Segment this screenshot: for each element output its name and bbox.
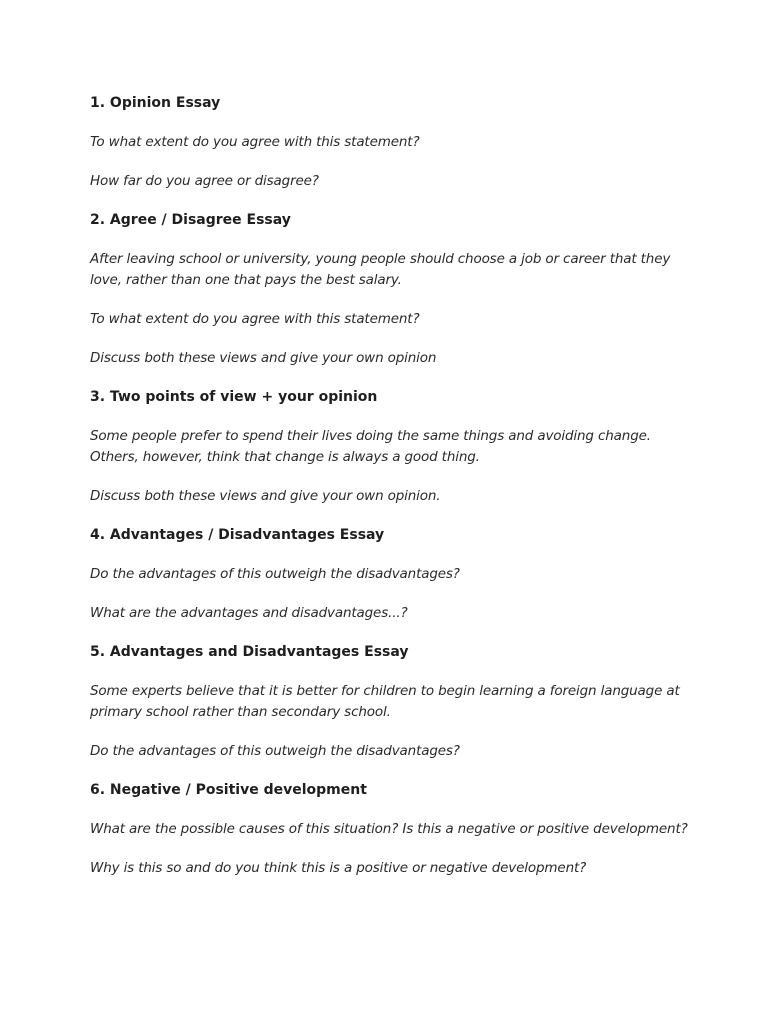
- prompt-text: Some experts believe that it is better for children to begin learning a foreign language at primary school rather than secondary school.: [90, 683, 680, 720]
- prompt-text: What are the advantages and disadvantages...?: [90, 605, 408, 621]
- section-heading: 6. Negative / Positive development: [90, 782, 367, 798]
- prompt-text: After leaving school or university, young people should choose a job or career that they love, rather than one that pays the best salary.: [90, 251, 671, 288]
- section-advantages-disadvantages-essay: [90, 525, 690, 624]
- document-page: [90, 93, 690, 897]
- prompt-text: Some people prefer to spend their lives doing the same things and avoiding change. Others, however, think that change is always a good thing.: [90, 428, 651, 465]
- section-two-points-of-view: [90, 387, 690, 507]
- prompt-text: Do the advantages of this outweigh the disadvantages?: [90, 566, 460, 582]
- prompt-text: Do the advantages of this outweigh the disadvantages?: [90, 743, 460, 759]
- section-negative-positive-development: [90, 780, 690, 879]
- prompt-text: Why is this so and do you think this is a positive or negative development?: [90, 860, 587, 876]
- prompt-text: Discuss both these views and give your own opinion.: [90, 488, 441, 504]
- section-heading: 2. Agree / Disagree Essay: [90, 212, 291, 228]
- section-heading: 4. Advantages / Disadvantages Essay: [90, 527, 385, 543]
- section-heading: 1. Opinion Essay: [90, 95, 221, 111]
- prompt-text: How far do you agree or disagree?: [90, 173, 319, 189]
- section-heading: 5. Advantages and Disadvantages Essay: [90, 644, 409, 660]
- prompt-text: What are the possible causes of this situation? Is this a negative or positive development?: [90, 821, 688, 837]
- section-opinion-essay: [90, 93, 690, 192]
- prompt-text: Discuss both these views and give your own opinion: [90, 350, 437, 366]
- prompt-text: To what extent do you agree with this statement?: [90, 134, 420, 150]
- section-heading: 3. Two points of view + your opinion: [90, 389, 378, 405]
- section-agree-disagree-essay: [90, 210, 690, 369]
- section-advantages-and-disadvantages-essay: [90, 642, 690, 762]
- prompt-text: To what extent do you agree with this statement?: [90, 311, 420, 327]
